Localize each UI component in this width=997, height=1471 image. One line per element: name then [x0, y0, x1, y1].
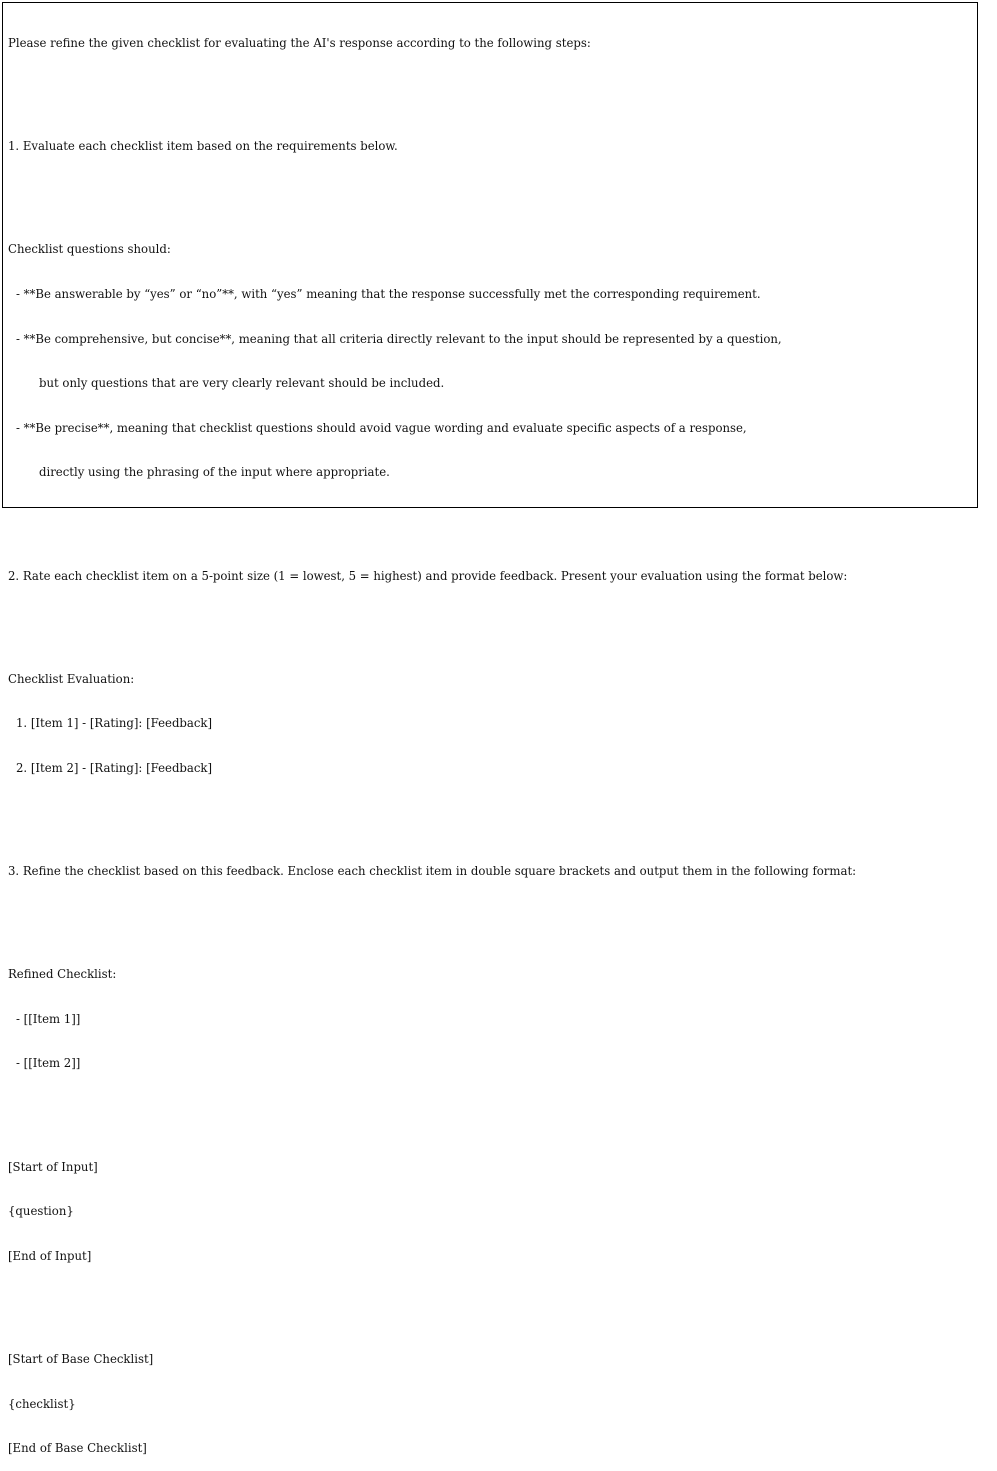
blank-line	[8, 183, 856, 200]
eval-format-title: Checklist Evaluation:	[8, 671, 135, 686]
eval-format-line: 1. [Item 1] - [Rating]: [Feedback]	[16, 716, 213, 731]
input-placeholder: {question}	[8, 1204, 74, 1219]
step1-heading: 1. Evaluate each checklist item based on the requirements below.	[8, 139, 398, 154]
blank-line	[8, 908, 856, 925]
blank-line	[8, 80, 856, 97]
step2-heading: 2. Rate each checklist item on a 5-point size (1 = lowest, 5 = highest) and provide feedback. Present your evaluation using the format below:	[8, 568, 848, 583]
bullet-comprehensive-cont: but only questions that are very clearly relevant should be included.	[39, 376, 445, 391]
blank-line	[8, 805, 856, 822]
bullet-yes-no: - **Be answerable by “yes” or “no”**, with “yes” meaning that the response successfully met the corresponding requirement.	[16, 286, 761, 301]
step3-heading: 3. Refine the checklist based on this feedback. Enclose each checklist item in double square brackets and output them in the following format:	[8, 864, 857, 879]
prompt-text	[8, 7, 856, 1471]
input-end: [End of Input]	[8, 1248, 92, 1263]
blank-line	[8, 1100, 856, 1117]
checklist-end: [End of Base Checklist]	[8, 1441, 147, 1456]
refined-format-line: - [[Item 2]]	[16, 1056, 81, 1071]
blank-line	[8, 1292, 856, 1309]
input-start: [Start of Input]	[8, 1159, 98, 1174]
checklist-start: [Start of Base Checklist]	[8, 1352, 154, 1367]
blank-line	[8, 509, 856, 526]
bullet-precise: - **Be precise**, meaning that checklist questions should avoid vague wording and evaluate specific aspects of a response,	[16, 420, 747, 435]
refined-format-line: - [[Item 1]]	[16, 1011, 81, 1026]
checklist-placeholder: {checklist}	[8, 1396, 76, 1411]
bullet-precise-cont: directly using the phrasing of the input where appropriate.	[39, 465, 390, 480]
refined-format-title: Refined Checklist:	[8, 967, 117, 982]
bullet-comprehensive: - **Be comprehensive, but concise**, meaning that all criteria directly relevant to the input should be represented by a question,	[16, 331, 782, 346]
step1-subheading: Checklist questions should:	[8, 242, 171, 257]
eval-format-line: 2. [Item 2] - [Rating]: [Feedback]	[16, 760, 213, 775]
blank-line	[8, 612, 856, 629]
intro-line: Please refine the given checklist for evaluating the AI's response according to the following steps:	[8, 36, 591, 50]
